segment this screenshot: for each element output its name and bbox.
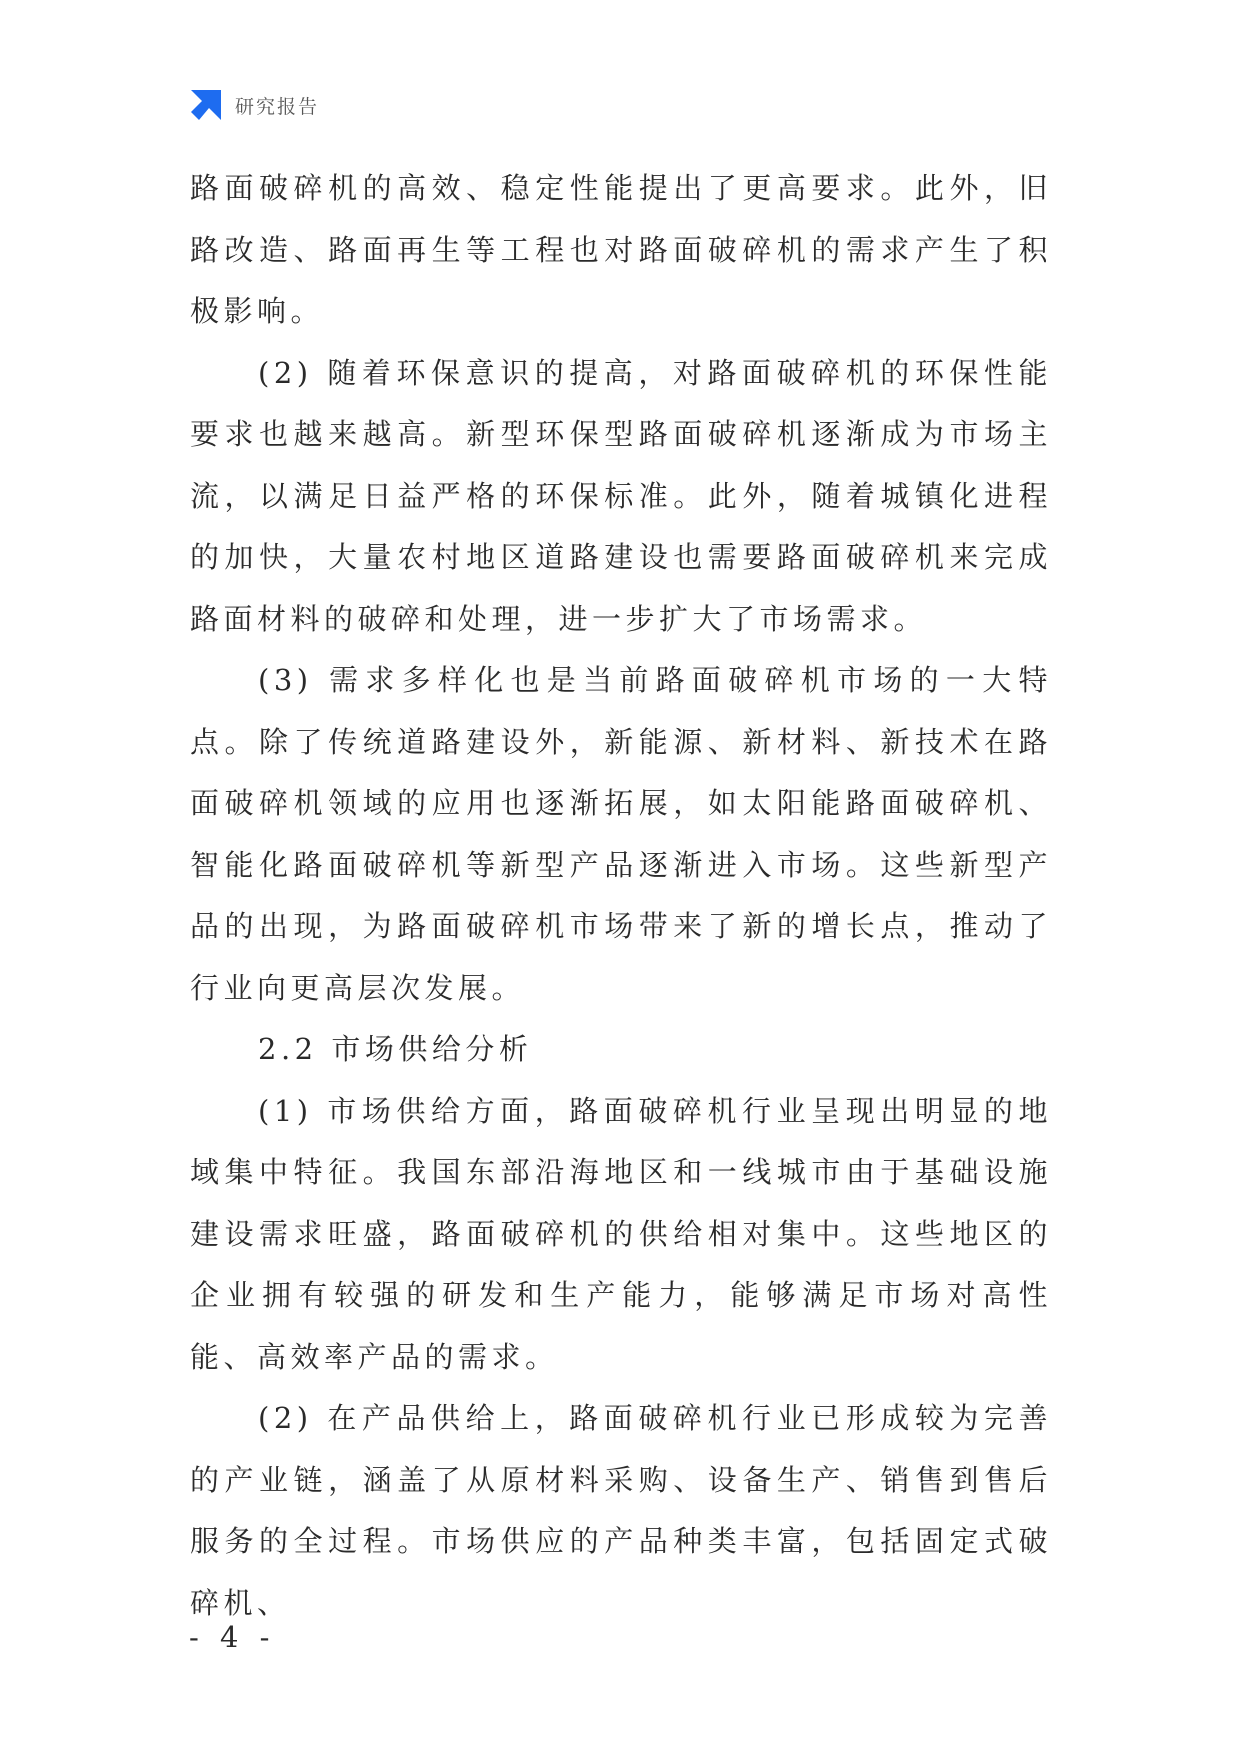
paragraph-continuation: 路面破碎机的高效、稳定性能提出了更高要求。此外，旧路改造、路面再生等工程也对路面破碎机的需求产生了积极影响。 [190, 171, 1052, 328]
section-heading: 2.2 市场供给分析 [258, 1032, 533, 1066]
page-number: - 4 - [189, 1620, 276, 1654]
header-title: 研究报告 [235, 95, 320, 118]
paragraph-demand-2: (2) 随着环保意识的提高，对路面破碎机的环保性能要求也越来越高。新型环保型路面破碎机逐渐成为市场主流，以满足日益严格的环保标准。此外，随着城镇化进程的加快，大量农村地区道路建设也需要路面破碎机来完成路面材料的破碎和处理，进一步扩大了市场需求。 [190, 355, 1052, 636]
paragraph-supply-1: (1) 市场供给方面，路面破碎机行业呈现出明显的地域集中特征。我国东部沿海地区和一线城市由于基础设施建设需求旺盛，路面破碎机的供给相对集中。这些地区的企业拥有较强的研发和生产能力，能够满足市场对高性能、高效率产品的需求。 [190, 1093, 1052, 1374]
paragraph-supply-2: (2) 在产品供给上，路面破碎机行业已形成较为完善的产业链，涵盖了从原材料采购、设备生产、销售到售后服务的全过程。市场供应的产品种类丰富，包括固定式破碎机、 [190, 1401, 1052, 1620]
arrow-up-right-icon [189, 88, 223, 122]
document-body [190, 158, 1052, 1634]
paragraph-demand-3: (3) 需求多样化也是当前路面破碎机市场的一大特点。除了传统道路建设外，新能源、新材料、新技术在路面破碎机领域的应用也逐渐拓展，如太阳能路面破碎机、智能化路面破碎机等新型产品逐渐进入市场。这些新型产品的出现，为路面破碎机市场带来了新的增长点，推动了行业向更高层次发展。 [190, 663, 1052, 1005]
report-header [189, 88, 319, 122]
